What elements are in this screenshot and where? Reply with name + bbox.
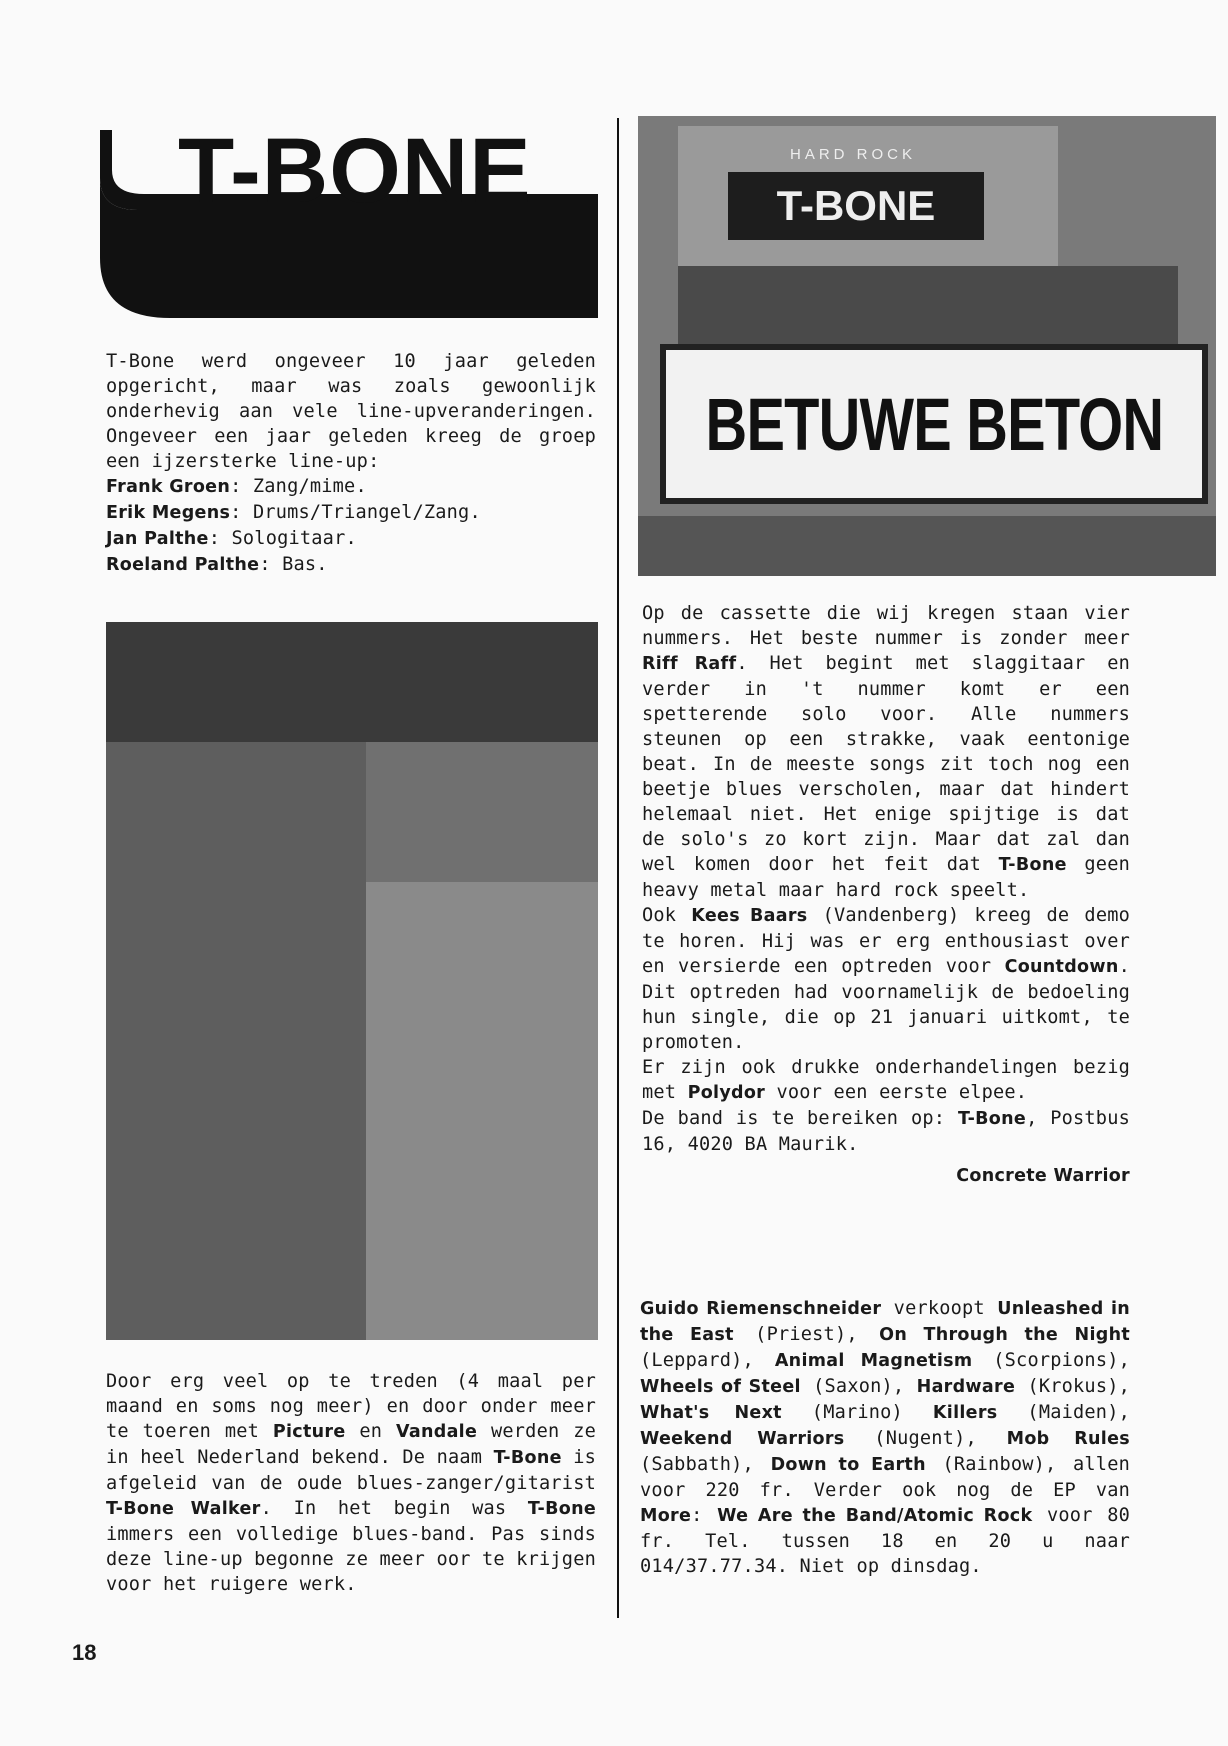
- right-ad-column: [640, 1296, 1130, 1579]
- sign-text: BETUWE BETON: [705, 382, 1163, 466]
- page-number: 18: [72, 1640, 97, 1665]
- column-rule: [617, 118, 619, 1618]
- van-sign-text: T-BONE: [776, 182, 936, 229]
- band-members-shape: [106, 742, 366, 1340]
- lineup-item: Erik Megens: Drums/Triangel/Zang.: [106, 502, 481, 523]
- right-review-column: [642, 601, 1130, 1189]
- ground-shape: [638, 516, 1216, 576]
- band-photo-stairs: [106, 622, 598, 1340]
- review-paragraph-3: Er zijn ook drukke onderhandelingen bezig met Polydor voor een eerste elpee.: [642, 1057, 1130, 1103]
- band-members-shape: [678, 266, 1178, 346]
- left-bottom-column: [106, 1369, 596, 1597]
- t-bone-logo: [98, 118, 598, 318]
- van-sign: [728, 172, 984, 240]
- logo-text: T-BONE: [178, 120, 532, 222]
- review-paragraph-2: Ook Kees Baars (Vandenberg) kreeg de demo te horen. Hij was er erg enthousiast over en versierde een optreden voor Countdown. Dit optreden had voornamelijk de bedoeling hun single, die op 21 januari uitkomt, te promoten.: [642, 905, 1130, 1053]
- betuwe-beton-sign: [660, 344, 1208, 504]
- intro-text: T-Bone werd ongeveer 10 jaar geleden opgericht, maar was zoals gewoonlijk onderhevig aan vele line-upveranderingen. Ongeveer een jaar geleden kreeg de groep een ijzersterke line-up:: [106, 351, 596, 472]
- lineup-item: Frank Groen: Zang/mime.: [106, 476, 367, 497]
- ad-text: Guido Riemenschneider verkoopt Unleashed in the East (Priest), On Through the Night (Leppard), Animal Magnetism (Scorpions), Wheels of Steel (Saxon), Hardware (Krokus), What's Next (Marino) Killers (Maiden), Weekend Warriors (Nugent), Mob Rules (Sabbath), Down to Earth (Rainbow), allen voor 220 fr. Verder ook nog de EP van More: We Are the Band/Atomic Rock voor 80 fr. Tel. tussen 18 en 20 u naar 014/37.77.34. Niet op dinsdag.: [640, 1298, 1131, 1577]
- review-paragraph-4: De band is te bereiken op: T-Bone, Postbus 16, 4020 BA Maurik.: [642, 1108, 1130, 1155]
- review-paragraph-1: Op de cassette die wij kregen staan vier nummers. Het beste nummer is zonder meer Riff Raff. Het begint met slaggitaar en verder in 't nummer komt er een spetterende solo voor. Alle nummers steunen op een strakke, vaak eentonige beat. In de meeste songs zit toch nog een beetje blues verscholen, maar dat hindert helemaal niet. Het enige spijtige is dat de solo's zo kort zijn. Maar dat zal dan wel komen door het feit dat T-Bone geen heavy metal maar hard rock speelt.: [642, 603, 1130, 901]
- lineup-item: Roeland Palthe: Bas.: [106, 554, 328, 575]
- intro-column: [106, 349, 596, 578]
- left-bottom-text: Door erg veel op te treden (4 maal per maand en soms nog meer) en door onder meer te toeren met Picture en Vandale werden ze in heel Nederland bekend. De naam T-Bone is afgeleid van de oude blues-zanger/gitarist T-Bone Walker. In het begin was T-Bone immers een volledige blues-band. Pas sinds deze line-up begonne ze meer oor te krijgen voor het ruigere werk.: [106, 1371, 596, 1595]
- lineup-item: Jan Palthe: Sologitaar.: [106, 528, 357, 549]
- van-top-text: HARD ROCK: [790, 146, 917, 163]
- signature: Concrete Warrior: [956, 1166, 1130, 1186]
- fence-shape: [346, 882, 598, 1340]
- doorway-shape: [106, 622, 598, 742]
